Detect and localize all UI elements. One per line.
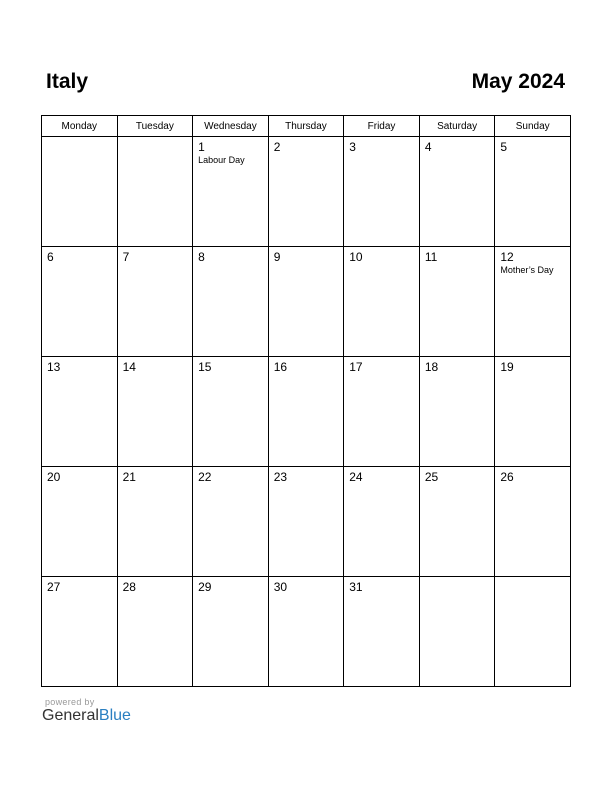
powered-by-text: powered by	[45, 697, 95, 707]
day-cell[interactable]	[495, 577, 571, 687]
day-number: 21	[122, 470, 136, 484]
day-cell[interactable]	[268, 467, 344, 577]
day-cell[interactable]	[419, 247, 495, 357]
day-cell[interactable]	[268, 357, 344, 467]
day-number: 17	[349, 360, 363, 374]
day-cell[interactable]	[495, 467, 571, 577]
holiday-label	[269, 594, 344, 595]
day-number: 8	[198, 250, 205, 264]
calendar-body	[42, 137, 571, 687]
day-number: 13	[47, 360, 61, 374]
holiday-label	[495, 154, 570, 155]
day-number: 27	[47, 580, 61, 594]
day-number: 20	[47, 470, 61, 484]
day-number: 11	[424, 250, 438, 264]
holiday-label	[42, 484, 117, 485]
holiday-label	[420, 154, 495, 155]
weekday-header: Thursday	[268, 116, 344, 137]
holiday-label	[420, 484, 495, 485]
day-cell[interactable]	[419, 467, 495, 577]
holiday-label	[42, 264, 117, 265]
day-cell[interactable]	[42, 577, 118, 687]
month-year-title: May 2024	[471, 70, 565, 93]
day-cell[interactable]	[495, 247, 571, 357]
holiday-label	[269, 374, 344, 375]
weekday-header: Wednesday	[193, 116, 269, 137]
brand-blue-text: Blue	[98, 707, 131, 724]
day-cell[interactable]	[117, 577, 193, 687]
week-row	[42, 467, 571, 577]
day-cell[interactable]	[193, 467, 269, 577]
weekday-header: Friday	[344, 116, 420, 137]
day-cell[interactable]	[42, 247, 118, 357]
weekday-header-row	[42, 116, 571, 137]
generalblue-logo[interactable]	[42, 707, 131, 725]
country-title: Italy	[46, 70, 89, 93]
holiday-label	[269, 154, 344, 155]
day-cell[interactable]	[344, 577, 420, 687]
day-cell[interactable]	[344, 357, 420, 467]
day-number: 12	[500, 250, 514, 264]
holiday-label	[344, 594, 419, 595]
holiday-label	[193, 264, 268, 265]
holiday-label	[420, 580, 495, 581]
day-cell[interactable]	[419, 577, 495, 687]
day-number: 16	[273, 360, 288, 374]
week-row	[42, 247, 571, 357]
day-number: 3	[349, 140, 356, 154]
week-row	[42, 357, 571, 467]
holiday-label: Labour Day	[198, 155, 245, 165]
holiday-label	[118, 594, 193, 595]
day-number: 19	[500, 360, 514, 374]
day-number: 24	[349, 470, 363, 484]
day-cell[interactable]	[268, 137, 344, 247]
day-cell[interactable]	[495, 357, 571, 467]
holiday-label	[118, 484, 193, 485]
day-number: 28	[122, 580, 136, 594]
day-number: 2	[273, 140, 281, 154]
holiday-label	[118, 264, 193, 265]
day-number: 29	[198, 580, 212, 594]
holiday-label	[42, 594, 117, 595]
day-number: 22	[198, 470, 212, 484]
holiday-label	[420, 374, 495, 375]
day-cell[interactable]	[193, 577, 269, 687]
day-cell[interactable]	[117, 357, 193, 467]
day-cell[interactable]	[268, 247, 344, 357]
day-cell[interactable]	[344, 467, 420, 577]
day-number: 31	[349, 580, 363, 594]
holiday-label	[420, 264, 495, 265]
holiday-label	[495, 484, 570, 485]
weekday-header: Tuesday	[117, 116, 193, 137]
day-cell[interactable]	[495, 137, 571, 247]
holiday-label	[118, 140, 193, 141]
holiday-label	[193, 374, 268, 375]
week-row	[42, 577, 571, 687]
holiday-label	[42, 140, 117, 141]
week-row	[42, 137, 571, 247]
day-number: 14	[122, 360, 136, 374]
day-cell[interactable]	[117, 137, 193, 247]
holiday-label	[193, 484, 268, 485]
day-number: 15	[198, 360, 212, 374]
calendar-grid	[41, 115, 571, 687]
brand-general-text: General	[42, 707, 99, 724]
day-number: 5	[500, 140, 508, 154]
holiday-label	[344, 484, 419, 485]
day-cell[interactable]	[419, 357, 495, 467]
day-cell[interactable]	[344, 247, 420, 357]
day-cell[interactable]	[193, 247, 269, 357]
day-cell[interactable]	[268, 577, 344, 687]
holiday-label	[269, 484, 344, 485]
day-number: 25	[424, 470, 439, 484]
day-number: 7	[122, 250, 130, 264]
footer-branding	[42, 697, 131, 725]
weekday-header: Monday	[42, 116, 118, 137]
day-cell[interactable]	[419, 137, 495, 247]
holiday-label	[269, 264, 344, 265]
day-cell[interactable]	[42, 357, 118, 467]
day-cell[interactable]	[193, 137, 269, 247]
day-cell[interactable]	[193, 357, 269, 467]
day-cell[interactable]	[117, 247, 193, 357]
holiday-label	[344, 264, 419, 265]
holiday-label	[118, 374, 193, 375]
day-number: 9	[273, 250, 281, 264]
day-number: 4	[424, 140, 432, 154]
day-number: 1	[198, 140, 205, 154]
holiday-label	[344, 154, 419, 155]
holiday-label	[495, 580, 570, 581]
holiday-label	[344, 374, 419, 375]
holiday-label	[495, 374, 570, 375]
holiday-label: Mother’s Day	[500, 265, 554, 275]
holiday-label	[193, 594, 268, 595]
day-number: 26	[500, 470, 514, 484]
weekday-header: Saturday	[419, 116, 495, 137]
weekday-header: Sunday	[495, 116, 571, 137]
day-number: 10	[349, 250, 363, 264]
day-cell[interactable]	[344, 137, 420, 247]
day-number: 30	[273, 580, 288, 594]
day-number: 6	[47, 250, 54, 264]
day-cell[interactable]	[42, 137, 118, 247]
day-number: 18	[424, 360, 439, 374]
day-cell[interactable]	[42, 467, 118, 577]
day-cell[interactable]	[117, 467, 193, 577]
holiday-label	[42, 374, 117, 375]
day-number: 23	[273, 470, 288, 484]
